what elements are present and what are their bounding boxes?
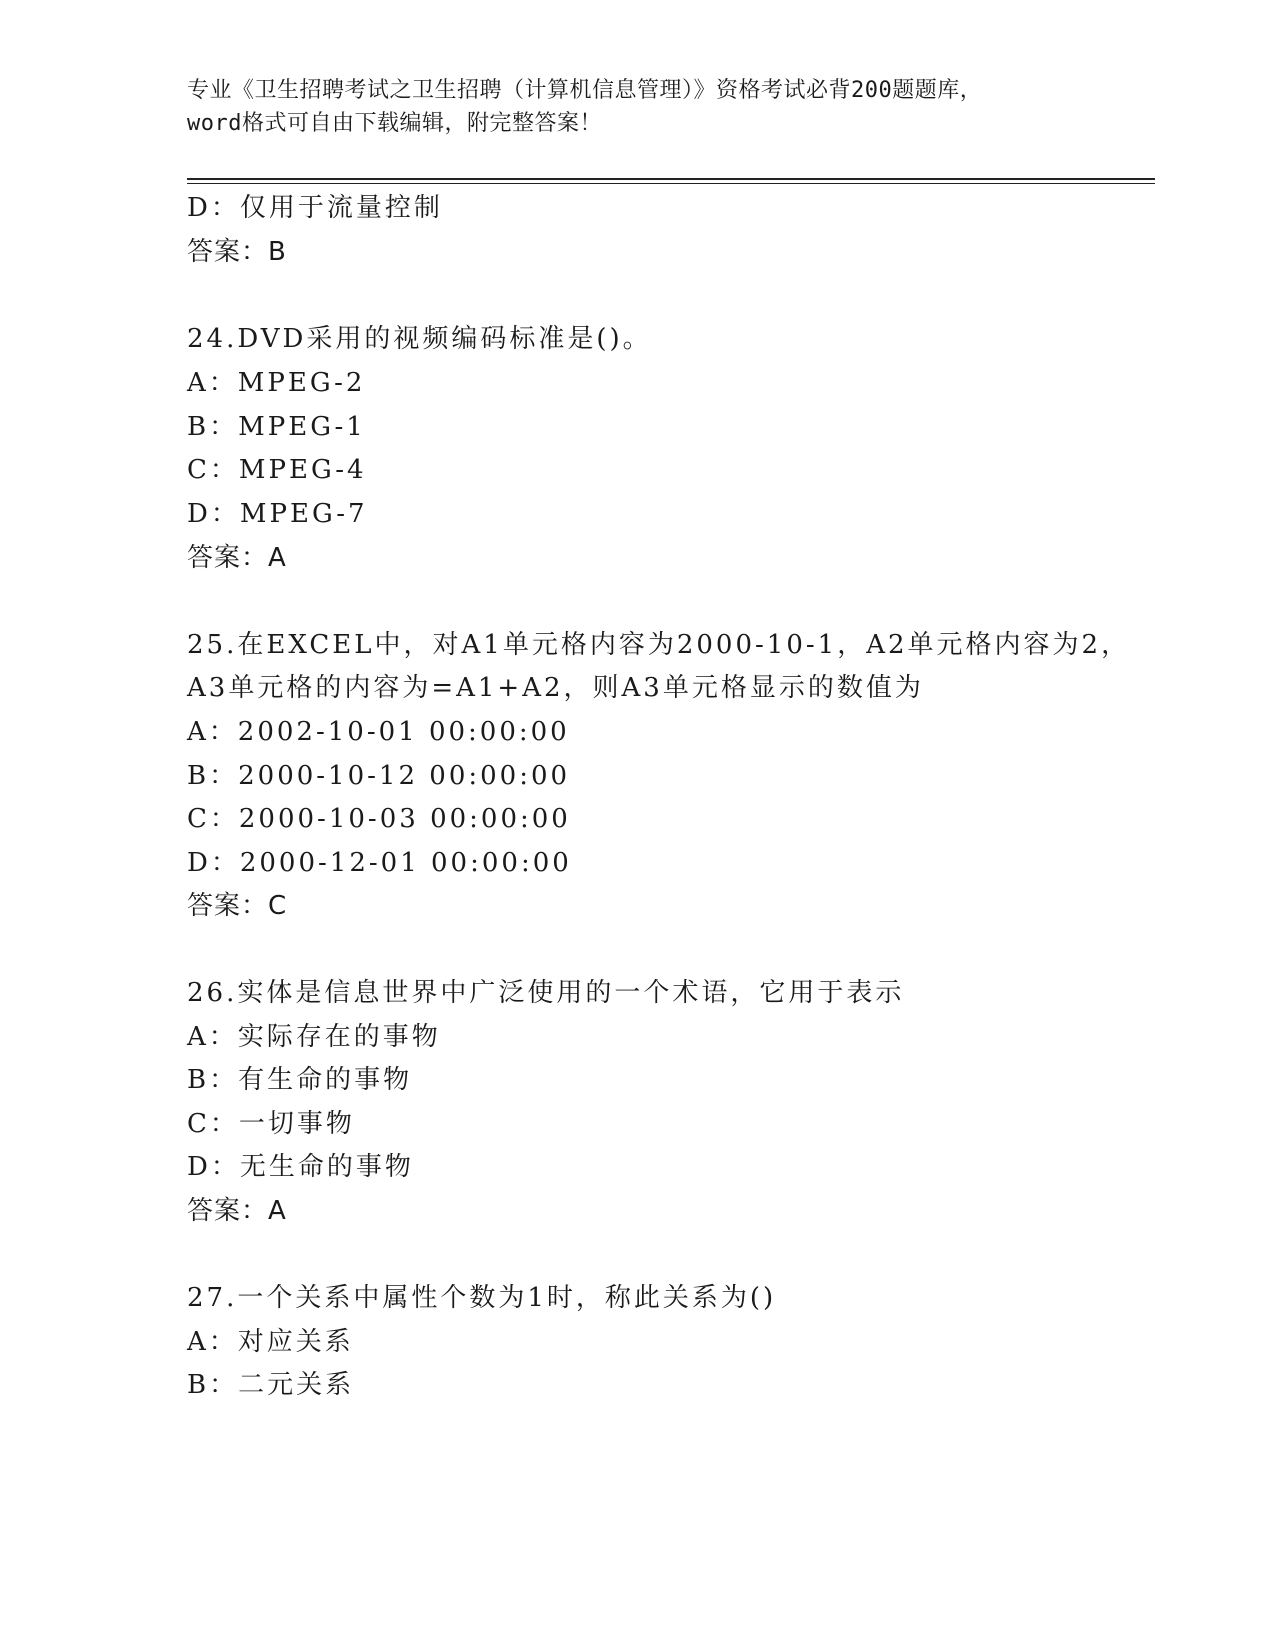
option-d: D：无生命的事物 bbox=[187, 1152, 414, 1182]
question-27: 27.一个关系中属性个数为1时，称此关系为() bbox=[187, 1283, 777, 1313]
option-d: D：2000-12-01 00:00:00 bbox=[187, 848, 572, 878]
option-b: B：2000-10-12 00:00:00 bbox=[187, 761, 571, 791]
option-b: B：有生命的事物 bbox=[187, 1065, 413, 1095]
page-header bbox=[187, 74, 1087, 140]
option-b: B：MPEG-1 bbox=[187, 412, 366, 442]
answer-label: 答案：A bbox=[187, 1196, 287, 1226]
question-26: 26.实体是信息世界中广泛使用的一个术语，它用于表示 bbox=[187, 978, 905, 1008]
option-d: D：仅用于流量控制 bbox=[187, 193, 443, 223]
option-c: C：2000-10-03 00:00:00 bbox=[187, 804, 571, 834]
option-d: D：MPEG-7 bbox=[187, 499, 368, 529]
header-divider-thick bbox=[187, 178, 1155, 180]
header-title-line-2: word格式可自由下载编辑，附完整答案！ bbox=[187, 111, 602, 136]
answer-label: 答案：B bbox=[187, 237, 287, 267]
header-title-line-1: 专业《卫生招聘考试之卫生招聘（计算机信息管理）》资格考试必背200题题库， bbox=[187, 78, 983, 103]
header-divider-thin bbox=[187, 183, 1155, 184]
answer-label: 答案：A bbox=[187, 543, 287, 573]
option-b: B：二元关系 bbox=[187, 1370, 355, 1400]
answer-label: 答案：C bbox=[187, 891, 288, 921]
option-a: A：实际存在的事物 bbox=[187, 1022, 441, 1052]
option-a: A：对应关系 bbox=[187, 1327, 354, 1357]
option-c: C：一切事物 bbox=[187, 1109, 355, 1139]
question-24: 24.DVD采用的视频编码标准是()。 bbox=[187, 324, 652, 354]
option-a: A：MPEG-2 bbox=[187, 368, 366, 398]
question-25-line-1: 25.在EXCEL中，对A1单元格内容为2000-10-1，A2单元格内容为2， bbox=[187, 630, 1131, 660]
option-a: A：2002-10-01 00:00:00 bbox=[187, 717, 570, 747]
option-c: C：MPEG-4 bbox=[187, 455, 367, 485]
question-25-line-2: A3单元格的内容为=A1+A2，则A3单元格显示的数值为 bbox=[187, 673, 924, 703]
